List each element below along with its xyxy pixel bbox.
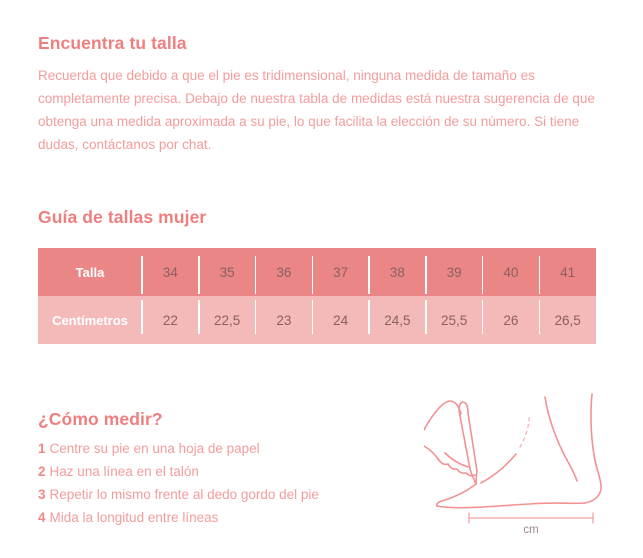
size-table bbox=[38, 248, 596, 344]
step-number: 2 bbox=[38, 464, 46, 479]
cm-cell: 24,5 bbox=[369, 296, 426, 344]
size-cell: 40 bbox=[483, 248, 540, 296]
cm-cell: 25,5 bbox=[426, 296, 483, 344]
size-table-row-talla bbox=[38, 248, 596, 296]
foot-measurement-illustration bbox=[424, 392, 643, 538]
size-cell: 35 bbox=[199, 248, 256, 296]
size-guide-title: Guía de tallas mujer bbox=[38, 207, 207, 227]
list-item bbox=[38, 483, 319, 506]
size-cell: 39 bbox=[426, 248, 483, 296]
size-cell: 37 bbox=[312, 248, 369, 296]
size-row-label: Talla bbox=[75, 264, 105, 280]
cm-cell: 22,5 bbox=[199, 296, 256, 344]
how-to-measure-title: ¿Cómo medir? bbox=[38, 409, 163, 429]
step-number: 4 bbox=[38, 510, 46, 525]
cm-cell: 24 bbox=[312, 296, 369, 344]
size-cell: 41 bbox=[539, 248, 596, 296]
list-item bbox=[38, 460, 319, 483]
step-text: Centre su pie en una hoja de papel bbox=[49, 441, 260, 456]
foot-outline-icon bbox=[437, 394, 601, 508]
cm-row-label: Centímetros bbox=[52, 312, 128, 328]
hand-pen-drawing-icon bbox=[424, 401, 477, 484]
measuring-steps-list bbox=[38, 437, 319, 529]
measure-line bbox=[469, 513, 593, 523]
cm-cell: 26,5 bbox=[539, 296, 596, 344]
step-text: Repetir lo mismo frente al dedo gordo del pie bbox=[49, 487, 319, 502]
step-text: Mida la longitud entre líneas bbox=[49, 510, 219, 525]
cm-cell: 26 bbox=[483, 296, 540, 344]
size-cell: 34 bbox=[142, 248, 199, 296]
size-table-row-centimetros bbox=[38, 296, 596, 344]
find-size-description: Recuerda que debido a que el pie es tridimensional, ninguna medida de tamaño es completamente precisa. Debajo de nuestra tabla de medidas está nuestra sugerencia de que obtenga una medida aproximada a su pie, lo que facilita la elección de su número. Si tiene dudas, contáctanos por chat. bbox=[38, 68, 595, 152]
cm-cell: 23 bbox=[256, 296, 313, 344]
step-number: 3 bbox=[38, 487, 46, 502]
step-number: 1 bbox=[38, 441, 46, 456]
size-cell: 36 bbox=[256, 248, 313, 296]
cm-cell: 22 bbox=[142, 296, 199, 344]
list-item bbox=[38, 437, 319, 460]
list-item bbox=[38, 506, 319, 529]
step-text: Haz una línea en el talón bbox=[49, 464, 199, 479]
unit-label: cm bbox=[523, 524, 539, 536]
size-cell: 38 bbox=[369, 248, 426, 296]
find-size-title: Encuentra tu talla bbox=[38, 33, 187, 53]
